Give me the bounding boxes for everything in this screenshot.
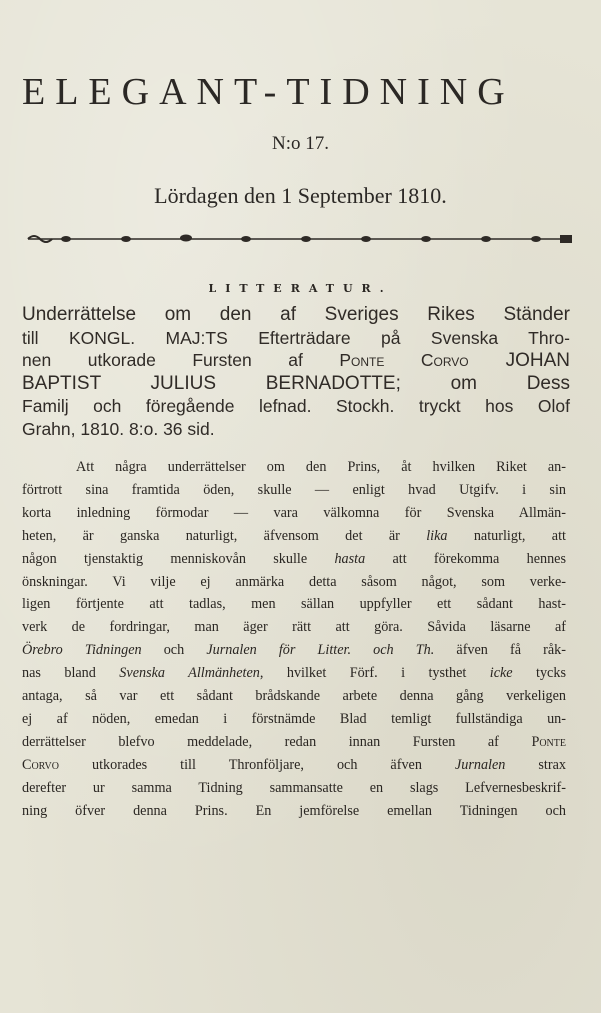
review-title-line: till KONGL. MAJ:TS Efterträdare på Svenska Thro- <box>22 327 570 348</box>
review-title-line: Underrättelse om den af Sveriges Rikes Ständer <box>22 304 570 325</box>
body-line: antaga, så var ett sådant brådskande arbete denna gång verkeligen <box>22 688 566 705</box>
section-heading: LITTERATUR. <box>208 282 393 295</box>
body-line: nas bland Svenska Allmänheten, hvilket Förf. i tysthet icke tycks <box>22 665 566 682</box>
body-line: Corvo utkorades till Thronföljare, och äfven Jurnalen strax <box>22 756 566 773</box>
body-line: ej af nöden, emedan i förstnämde Blad temligt fullständiga un- <box>22 710 566 727</box>
review-title <box>22 304 570 440</box>
review-title-line: nen utkorade Fursten af Ponte Corvo JOHAN <box>22 350 570 371</box>
body-line: derefter ur samma Tidning sammansatte en slags Lefvernesbeskrif- <box>22 779 566 796</box>
body-line: ning öfver denna Prins. En jemförelse emellan Tidningen och <box>22 802 566 819</box>
article-body <box>22 456 566 823</box>
body-line: heten, är ganska naturligt, äfvensom det är lika naturligt, att <box>22 527 566 544</box>
body-line: önskningar. Vi vilje ej anmärka detta såsom något, som verke- <box>22 573 566 590</box>
body-line: Örebro Tidningen och Jurnalen för Litter. och Th. äfven få råk- <box>22 642 566 659</box>
review-title-line: BAPTIST JULIUS BERNADOTTE; om Dess <box>22 372 570 394</box>
review-title-line: Familj och föregående lefnad. Stockh. tryckt hos Olof <box>22 396 570 416</box>
issue-number: N:o 17. <box>272 133 329 154</box>
issue-date: Lördagen den 1 September 1810. <box>154 183 447 208</box>
body-line: ligen förtjente att tadlas, men sällan uppfyller ett sådant hast- <box>22 596 566 613</box>
body-line: Att några underrättelser om den Prins, åt hvilken Riket an- <box>76 459 566 475</box>
body-line: verk de fordringar, man äger rätt att göra. Såvida läsarne af <box>22 619 566 636</box>
body-line: förtrott sina framtida öden, skulle — enligt hvad Utgifv. i sin <box>22 481 566 498</box>
body-line: korta inledning förmodar — vara välkomna för Svenska Allmän- <box>22 504 566 521</box>
review-title-line: Grahn, 1810. 8:o. 36 sid. <box>22 418 215 439</box>
masthead-title: ELEGANT-TIDNING <box>22 71 515 113</box>
body-line: någon tjenstaktig menniskovån skulle hasta att förekomma hennes <box>22 550 566 567</box>
ornamental-rule <box>26 232 574 246</box>
body-line: derrättelser blefvo meddelade, redan innan Fursten af Ponte <box>22 733 566 750</box>
